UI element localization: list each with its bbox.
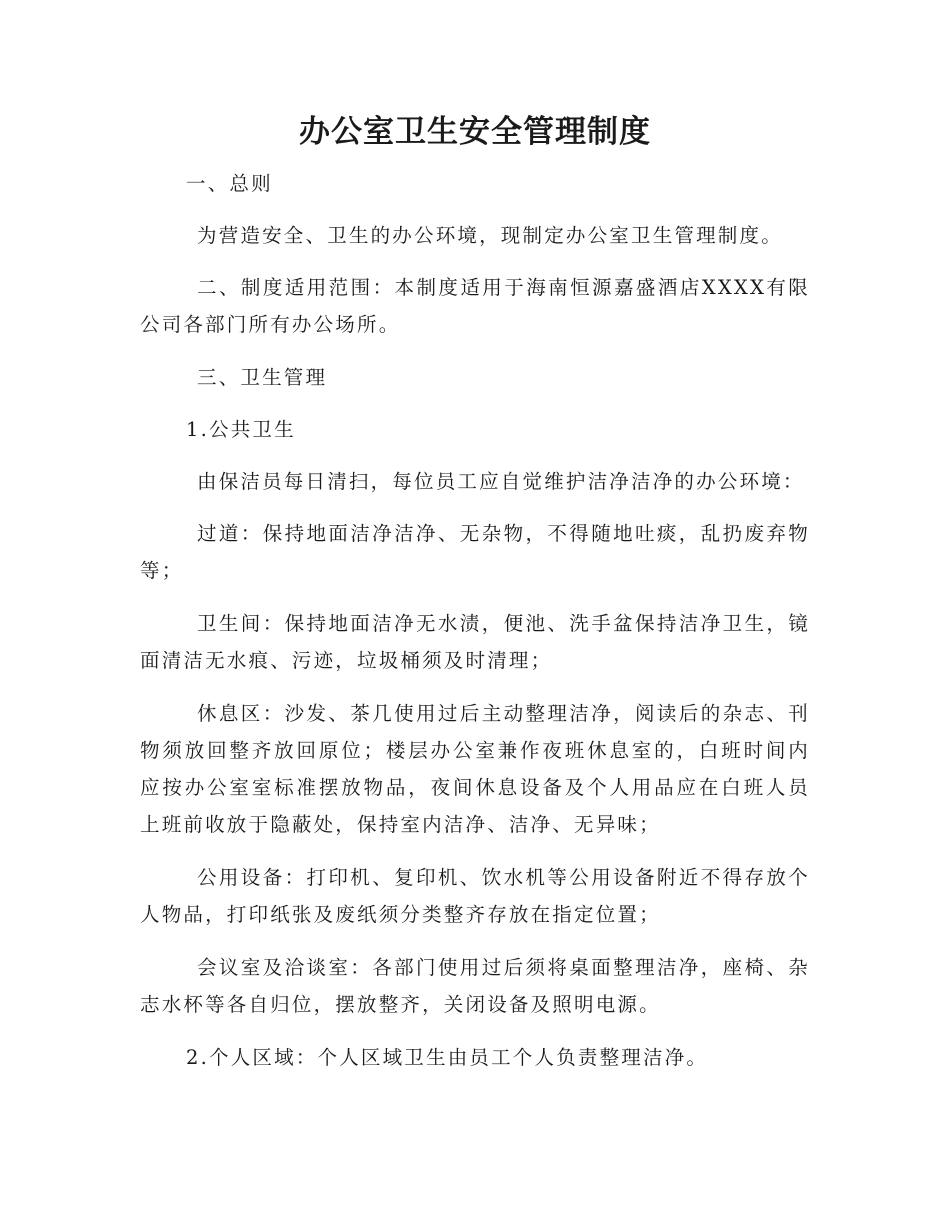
- paragraph-purpose: 为营造安全、卫生的办公环境，现制定办公室卫生管理制度。: [197, 224, 783, 247]
- section-heading-general: 一、总则: [186, 172, 273, 195]
- paragraph-lounge: 休息区：沙发、茶几使用过后主动整理洁净，阅读后的杂志、刊物须放回整齐放回原位；楼层办公室兼作夜班休息室的，白班时间内应按办公室室标准摆放物品，夜间休息设备及个人用品应在白班人员上班前收放于隐蔽处，保持室内洁净、洁净、无异味；: [140, 702, 810, 836]
- paragraph-restroom: 卫生间：保持地面洁净无水渍，便池、洗手盆保持洁净卫生，镜面清洁无水痕、污迹，垃圾桶须及时清理；: [140, 612, 810, 672]
- section-heading-hygiene: 三、卫生管理: [197, 366, 328, 389]
- paragraph-corridor: 过道：保持地面洁净洁净、无杂物，不得随地吐痰，乱扔废弃物等；: [140, 522, 810, 582]
- paragraph-scope: 二、制度适用范围：本制度适用于海南恒源嘉盛酒店XXXX有限公司各部门所有办公场所。: [140, 276, 810, 336]
- subheading-public-hygiene: 1.公共卫生: [186, 418, 296, 441]
- paragraph-equipment: 公用设备：打印机、复印机、饮水机等公用设备附近不得存放个人物品，打印纸张及废纸须分类整齐存放在指定位置；: [140, 866, 810, 926]
- paragraph-cleaning: 由保洁员每日清扫，每位员工应自觉维护洁净洁净的办公环境：: [197, 470, 805, 493]
- paragraph-meeting-room: 会议室及洽谈室：各部门使用过后须将桌面整理洁净，座椅、杂志水杯等各自归位，摆放整齐，关闭设备及照明电源。: [140, 956, 810, 1016]
- document-body: [140, 165, 810, 1076]
- document-title: 办公室卫生安全管理制度: [299, 114, 651, 150]
- paragraph-personal-area: 2.个人区域：个人区域卫生由员工个人负责整理洁净。: [186, 1046, 709, 1069]
